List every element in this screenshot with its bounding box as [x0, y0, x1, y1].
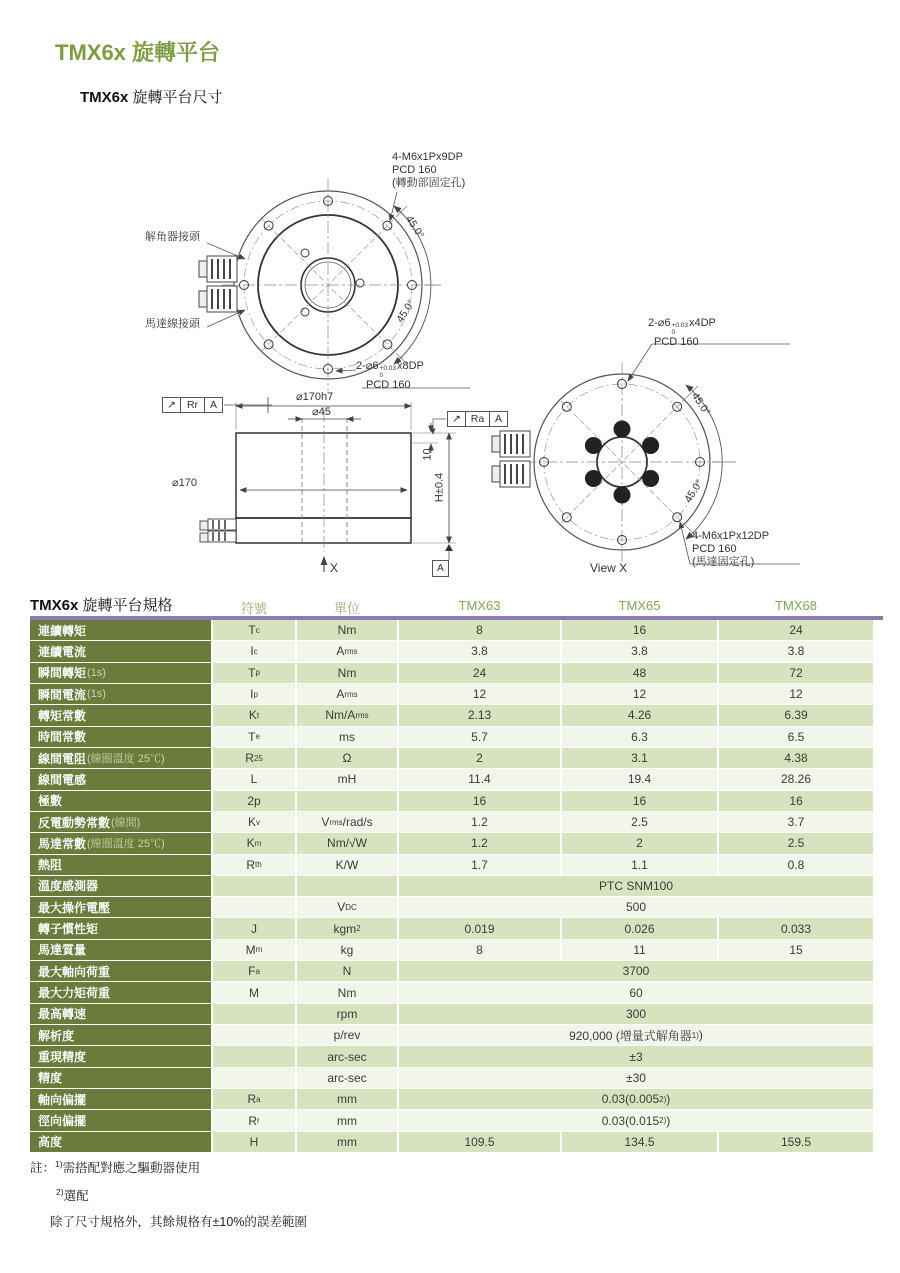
- spec-value-tmx65: 12: [562, 684, 717, 704]
- spec-value-all-models: 500: [399, 897, 873, 917]
- runout-arrow-icon: ↗: [447, 411, 466, 427]
- subtitle-model: TMX6x: [80, 89, 129, 106]
- spec-unit: arc-sec: [297, 1046, 397, 1066]
- runout-frame-ra: ↗ Ra A: [447, 411, 508, 427]
- spec-unit: [297, 791, 397, 811]
- spec-value-tmx68: 3.8: [719, 641, 873, 661]
- spec-row: [30, 918, 873, 938]
- spec-value-tmx65: 1.1: [562, 855, 717, 875]
- spec-label: 轉子慣性矩: [30, 918, 211, 938]
- spec-unit: Ω: [297, 748, 397, 768]
- spec-value-all-models: 920,000 (增量式解角器 1) ): [399, 1025, 873, 1045]
- spec-symbol: [213, 1025, 295, 1045]
- spec-value-tmx68: 2.5: [719, 833, 873, 853]
- spec-row: [30, 748, 873, 768]
- spec-value-all-models: 0.03(0.015 2) ): [399, 1110, 873, 1130]
- spec-label: 線間電阻 (線圈溫度 25℃): [30, 748, 211, 768]
- spec-symbol: T e: [213, 727, 295, 747]
- spec-value-tmx63: 1.2: [399, 812, 560, 832]
- spec-row: [30, 620, 873, 640]
- dowel-pin-note-view-x: 2-⌀6 +0.03 0 x4DP PCD 160: [648, 317, 716, 348]
- spec-row: [30, 1004, 873, 1024]
- spec-symbol: H: [213, 1132, 295, 1152]
- spec-unit: kgm 2: [297, 918, 397, 938]
- spec-unit: V rms /rad/s: [297, 812, 397, 832]
- spec-label: 連續電流: [30, 641, 211, 661]
- spec-value-tmx68: 24: [719, 620, 873, 640]
- spec-value-tmx68: 72: [719, 663, 873, 683]
- spec-symbol: I p: [213, 684, 295, 704]
- column-header-unit: 單位: [333, 601, 360, 616]
- spec-symbol: M: [213, 982, 295, 1002]
- spec-row: [30, 940, 873, 960]
- spec-label: 最高轉速: [30, 1004, 211, 1024]
- spec-value-tmx65: 16: [562, 620, 717, 640]
- spec-row: [30, 769, 873, 789]
- spec-value-tmx63: 3.8: [399, 641, 560, 661]
- spec-unit: mm: [297, 1132, 397, 1152]
- spec-unit: [297, 876, 397, 896]
- spec-value-tmx68: 0.033: [719, 918, 873, 938]
- angle-label-45-view-x-lower: 45.0°: [682, 477, 706, 505]
- spec-value-all-models: 300: [399, 1004, 873, 1024]
- spec-symbol: T p: [213, 663, 295, 683]
- resolver-connector: [199, 256, 237, 282]
- dim-height: H±0.4: [433, 472, 446, 503]
- spec-value-tmx65: 6.3: [562, 727, 717, 747]
- runout-frame-rr: ↗ Rr A: [162, 397, 223, 413]
- spec-row: [30, 897, 873, 917]
- spec-symbol: [213, 876, 295, 896]
- spec-label: 最大力矩荷重: [30, 982, 211, 1002]
- spec-value-tmx68: 6.5: [719, 727, 873, 747]
- spec-symbol: J: [213, 918, 295, 938]
- runout-arrow-icon: ↗: [162, 397, 181, 413]
- spec-label: 軸向偏擺: [30, 1089, 211, 1109]
- spec-row: [30, 684, 873, 704]
- motor-bolt-note: 4-M6x1Px12DP PCD 160 (馬達固定孔): [692, 530, 770, 568]
- spec-symbol: L: [213, 769, 295, 789]
- spec-row: [30, 791, 873, 811]
- spec-symbol: R th: [213, 855, 295, 875]
- column-header-tmx65: TMX65: [618, 598, 661, 613]
- spec-unit: Nm: [297, 663, 397, 683]
- spec-symbol: K m: [213, 833, 295, 853]
- spec-table-body: [30, 620, 873, 1155]
- spec-symbol: [213, 1046, 295, 1066]
- motor-connector: [199, 286, 237, 312]
- spec-symbol: R r: [213, 1110, 295, 1130]
- spec-row: [30, 705, 873, 725]
- spec-value-all-models: 3700: [399, 961, 873, 981]
- spec-value-tmx63: 2.13: [399, 705, 560, 725]
- spec-unit: mH: [297, 769, 397, 789]
- spec-value-tmx65: 16: [562, 791, 717, 811]
- spec-value-tmx68: 3.7: [719, 812, 873, 832]
- spec-value-all-models: 60: [399, 982, 873, 1002]
- spec-label: 線間電感: [30, 769, 211, 789]
- spec-value-tmx65: 19.4: [562, 769, 717, 789]
- spec-label: 轉矩常數: [30, 705, 211, 725]
- spec-unit: Nm: [297, 620, 397, 640]
- dim-dia45: ⌀45: [312, 406, 331, 418]
- spec-value-tmx68: 0.8: [719, 855, 873, 875]
- spec-symbol: K v: [213, 812, 295, 832]
- axis-x-label: X: [330, 561, 339, 575]
- top-view: [199, 179, 470, 391]
- spec-value-tmx63: 11.4: [399, 769, 560, 789]
- spec-label: 馬達質量: [30, 940, 211, 960]
- subtitle-rest: 旋轉平台尺寸: [132, 89, 223, 106]
- spec-value-all-models: PTC SNM100: [399, 876, 873, 896]
- spec-value-all-models: ±30: [399, 1068, 873, 1088]
- resolver-connector-label: 解角器接頭: [145, 231, 200, 243]
- datum-a-box: A: [432, 560, 449, 577]
- spec-value-tmx65: 48: [562, 663, 717, 683]
- spec-value-tmx65: 0.026: [562, 918, 717, 938]
- spec-value-tmx68: 159.5: [719, 1132, 873, 1152]
- spec-row: [30, 1046, 873, 1066]
- spec-value-tmx63: 2: [399, 748, 560, 768]
- footnote-3: 除了尺寸規格外，其餘規格有±10%的誤差範圍: [50, 1215, 307, 1229]
- spec-value-tmx63: 8: [399, 620, 560, 640]
- spec-label: 時間常數: [30, 727, 211, 747]
- spec-value-tmx65: 134.5: [562, 1132, 717, 1152]
- spec-unit: Nm/√W: [297, 833, 397, 853]
- angle-label-45-view-x-upper: 45.0°: [688, 390, 713, 418]
- spec-label: 熱阻: [30, 855, 211, 875]
- spec-value-tmx65: 2.5: [562, 812, 717, 832]
- spec-value-tmx65: 2: [562, 833, 717, 853]
- spec-unit: Nm: [297, 982, 397, 1002]
- rotor-bolt-note: 4-M6x1Px9DP PCD 160 (轉動部固定孔): [392, 151, 466, 189]
- dim-dia170h7: ⌀170h7: [296, 391, 334, 403]
- spec-unit: kg: [297, 940, 397, 960]
- column-header-tmx63: TMX63: [458, 598, 501, 613]
- spec-row: [30, 1110, 873, 1130]
- page-subtitle: [80, 86, 223, 107]
- spec-row: [30, 982, 873, 1002]
- dowel-pin-note-top-view: 2-⌀6 +0.03 0 x8DP PCD 160: [356, 360, 424, 391]
- spec-value-all-models: ±3: [399, 1046, 873, 1066]
- spec-label: 解析度: [30, 1025, 211, 1045]
- spec-unit: N: [297, 961, 397, 981]
- spec-label: 瞬間轉矩 (1s): [30, 663, 211, 683]
- spec-symbol: F a: [213, 961, 295, 981]
- spec-value-tmx65: 11: [562, 940, 717, 960]
- spec-label: 重現精度: [30, 1046, 211, 1066]
- spec-row: [30, 663, 873, 683]
- spec-symbol: R a: [213, 1089, 295, 1109]
- spec-value-tmx65: 3.1: [562, 748, 717, 768]
- page-title: TMX6x 旋轉平台: [55, 40, 221, 65]
- technical-drawing: [0, 140, 900, 595]
- spec-row: [30, 641, 873, 661]
- spec-value-tmx68: 12: [719, 684, 873, 704]
- spec-symbol: K t: [213, 705, 295, 725]
- spec-value-tmx63: 16: [399, 791, 560, 811]
- spec-unit: Nm/A rms: [297, 705, 397, 725]
- side-view: [200, 397, 456, 572]
- spec-row: [30, 961, 873, 981]
- spec-unit: rpm: [297, 1004, 397, 1024]
- spec-label: 最大操作電壓: [30, 897, 211, 917]
- spec-unit: V DC: [297, 897, 397, 917]
- spec-value-tmx63: 24: [399, 663, 560, 683]
- spec-unit: ms: [297, 727, 397, 747]
- spec-row: [30, 855, 873, 875]
- spec-value-all-models: 0.03(0.005 2) ): [399, 1089, 873, 1109]
- spec-label: 反電動勢常數 (線間): [30, 812, 211, 832]
- spec-row: [30, 1089, 873, 1109]
- spec-symbol: I c: [213, 641, 295, 661]
- spec-label: 極數: [30, 791, 211, 811]
- spec-row: [30, 1132, 873, 1152]
- spec-label: 高度: [30, 1132, 211, 1152]
- angle-label-45-top-view-lower: 45.0°: [394, 297, 418, 325]
- spec-value-tmx68: 16: [719, 791, 873, 811]
- spec-row: [30, 727, 873, 747]
- spec-label: 精度: [30, 1068, 211, 1088]
- spec-unit: mm: [297, 1089, 397, 1109]
- spec-value-tmx68: 28.26: [719, 769, 873, 789]
- spec-row: [30, 812, 873, 832]
- spec-value-tmx63: 1.2: [399, 833, 560, 853]
- spec-symbol: T c: [213, 620, 295, 640]
- spec-symbol: [213, 1004, 295, 1024]
- spec-row: [30, 876, 873, 896]
- spec-value-tmx63: 0.019: [399, 918, 560, 938]
- spec-value-tmx63: 109.5: [399, 1132, 560, 1152]
- dim-10: 10: [421, 448, 434, 461]
- spec-value-tmx65: 4.26: [562, 705, 717, 725]
- spec-unit: p/rev: [297, 1025, 397, 1045]
- spec-value-tmx63: 12: [399, 684, 560, 704]
- spec-label: 瞬間電流 (1s): [30, 684, 211, 704]
- motor-connector-label: 馬達線接頭: [145, 318, 200, 330]
- spec-unit: A rms: [297, 684, 397, 704]
- column-header-symbol: 符號: [240, 601, 267, 616]
- spec-unit: arc-sec: [297, 1068, 397, 1088]
- view-x-caption: View X: [590, 561, 628, 575]
- spec-row: [30, 1068, 873, 1088]
- spec-symbol: M m: [213, 940, 295, 960]
- spec-value-tmx63: 5.7: [399, 727, 560, 747]
- dim-dia170: ⌀170: [172, 477, 197, 489]
- spec-value-tmx63: 8: [399, 940, 560, 960]
- spec-symbol: R 25: [213, 748, 295, 768]
- column-header-tmx68: TMX68: [775, 598, 817, 613]
- spec-symbol: [213, 897, 295, 917]
- spec-label: 溫度感測器: [30, 876, 211, 896]
- spec-row: [30, 833, 873, 853]
- spec-row: [30, 1025, 873, 1045]
- spec-label: 連續轉矩: [30, 620, 211, 640]
- footnote-2: $^{2)}$選配: [56, 1187, 89, 1203]
- spec-unit: K/W: [297, 855, 397, 875]
- spec-value-tmx68: 6.39: [719, 705, 873, 725]
- spec-value-tmx65: 3.8: [562, 641, 717, 661]
- angle-label-45-top-view-upper: 45.0°: [402, 213, 427, 241]
- spec-label: 徑向偏擺: [30, 1110, 211, 1130]
- spec-label: 最大軸向荷重: [30, 961, 211, 981]
- spec-symbol: [213, 1068, 295, 1088]
- spec-symbol: 2p: [213, 791, 295, 811]
- spec-value-tmx68: 4.38: [719, 748, 873, 768]
- footnote-1: 註：$^{1)}$需搭配對應之驅動器使用: [30, 1159, 201, 1175]
- spec-value-tmx68: 15: [719, 940, 873, 960]
- spec-label: 馬達常數 (線圈溫度 25℃): [30, 833, 211, 853]
- table-title: TMX6x 旋轉平台規格: [30, 597, 173, 614]
- spec-unit: A rms: [297, 641, 397, 661]
- spec-value-tmx63: 1.7: [399, 855, 560, 875]
- spec-unit: mm: [297, 1110, 397, 1130]
